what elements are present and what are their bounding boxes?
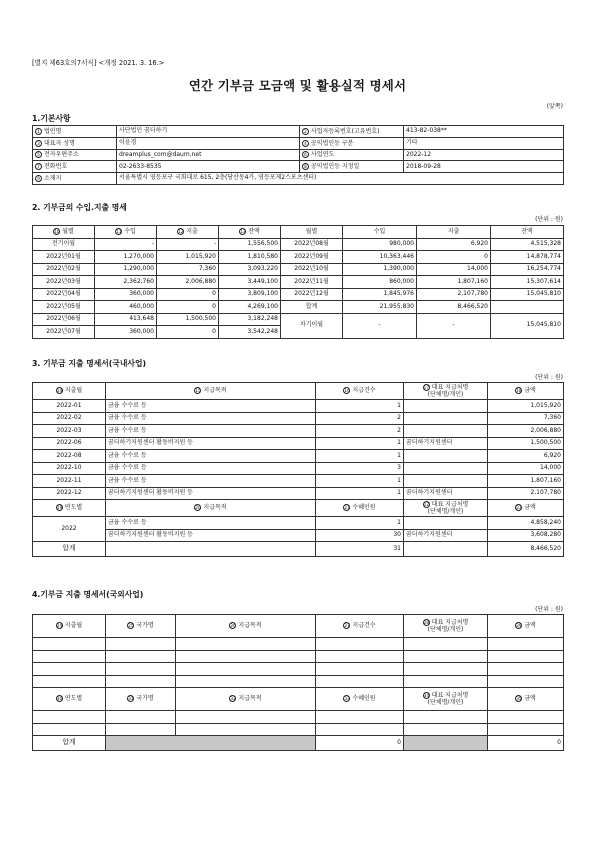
field-label: 법인명: [44, 127, 62, 135]
income-cell: 460,000: [129, 302, 154, 310]
item-number: 1: [35, 128, 42, 135]
section4-unit: (단위 : 원): [535, 606, 563, 613]
total-recipients: 31: [393, 544, 401, 552]
item-number: 14: [56, 388, 63, 394]
purpose-cell: 금융 수수료 등: [108, 464, 147, 472]
table-row: [33, 437, 564, 450]
income-cell: 860,000: [389, 277, 414, 285]
header-purpose: 지급목적: [238, 622, 262, 630]
basic-info-row: [33, 149, 564, 161]
header-month: 지출월: [64, 622, 83, 630]
total-amount: 8,466,520: [530, 544, 561, 552]
section1-title: 1.기본사항: [32, 114, 71, 123]
month-cell: 2022-02: [56, 414, 82, 422]
table-row: [33, 301, 564, 314]
month-cell: 합계: [305, 302, 318, 310]
amount-cell: 6,920: [543, 451, 561, 459]
amount-cell: 2,006,880: [530, 426, 561, 434]
table-row: [33, 462, 564, 475]
table-header-row: [33, 226, 564, 239]
count-cell: 1: [397, 451, 401, 459]
address-row: [33, 173, 564, 185]
income-cell: 2,362,760: [123, 277, 154, 285]
balance-cell: 15,307,614: [526, 277, 561, 285]
header-payee: 대표 지급처명 (단체명/개인): [427, 500, 469, 515]
balance-cell: 14,878,774: [526, 252, 561, 260]
overseas-expense-table: [32, 614, 564, 751]
monthly-income-expense-table: [32, 225, 564, 339]
month-cell: 2022-03: [56, 426, 82, 434]
header-month: 월별: [305, 227, 318, 235]
basic-info-row: [33, 137, 564, 149]
expense-cell: 8,466,520: [457, 302, 488, 310]
header-amount: 금액: [524, 622, 536, 630]
balance-cell: 15,045,810: [526, 290, 561, 298]
table-row: [33, 288, 564, 301]
item-number: 31: [128, 696, 134, 702]
table-row: [33, 529, 564, 542]
amount-cell: 1,015,920: [530, 401, 561, 409]
amount-cell: 1,807,160: [530, 476, 561, 484]
empty-row: [33, 711, 564, 724]
item-number: 23: [516, 505, 522, 511]
header-payee: 대표 지급처명 (단체명/개인): [427, 618, 469, 633]
recipients-cell: 30: [393, 531, 401, 539]
expense-cell: 1,807,160: [457, 277, 488, 285]
item-number: 25: [128, 623, 134, 629]
header-expense: 지출: [447, 227, 460, 235]
carry-balance: 15,045,810: [526, 321, 561, 329]
table-header-row: [33, 688, 564, 711]
field-label: 전화번호: [44, 163, 68, 171]
item-number: 13: [240, 229, 246, 235]
month-cell: 2022년11월: [294, 277, 329, 285]
expense-cell: 14,000: [467, 265, 488, 273]
month-cell: 2022년03월: [46, 277, 81, 285]
header-country: 국가명: [136, 622, 154, 630]
table-row: [33, 412, 564, 425]
header-purpose: 지급목적: [203, 504, 227, 512]
field-label: 대표자 성명: [44, 139, 75, 147]
year-cell: 2022: [61, 524, 77, 532]
balance-cell: 1,556,500: [247, 240, 278, 248]
section3-unit: (단위 : 원): [535, 374, 563, 381]
item-number: 30: [56, 696, 63, 702]
header-amount: 금액: [524, 387, 536, 395]
carry-month: 차기이월: [299, 321, 324, 329]
income-cell: 1,290,000: [123, 265, 154, 273]
address-value: 서울특별시 영등포구 국회대로 615, 2층(당산동4가, 영등포제2스포츠센터): [119, 174, 317, 182]
item-number: 11: [116, 229, 122, 235]
header-purpose: 지급목적: [238, 695, 262, 703]
balance-cell: 3,542,248: [247, 327, 278, 335]
balance-cell: 3,449,100: [247, 277, 278, 285]
income-cell: 360,000: [129, 327, 154, 335]
section3-title: 3. 기부금 지출 명세서(국내사업): [32, 359, 147, 368]
total-label: 합계: [62, 544, 76, 553]
income-cell: 1,270,000: [123, 252, 154, 260]
item-number: 16: [344, 388, 350, 394]
field-value: 2022-12: [406, 150, 432, 158]
item-number: 5: [35, 151, 42, 158]
total-row: [33, 736, 564, 751]
header-balance: 잔액: [521, 227, 533, 235]
table-row: [33, 487, 564, 500]
purpose-cell: 금융 수수료 등: [108, 401, 147, 409]
item-number: 34: [423, 692, 429, 698]
month-cell: 2022년08월: [294, 240, 329, 248]
amount-cell: 3,608,280: [530, 531, 561, 539]
header-count: 지급건수: [352, 387, 376, 395]
count-cell: 2: [397, 426, 401, 434]
item-number: 17: [423, 384, 429, 390]
table-row: [33, 425, 564, 438]
expense-cell: 0: [484, 252, 488, 260]
item-number: 28: [423, 619, 429, 625]
amount-cell: 1,500,500: [530, 439, 561, 447]
month-cell: 2022-06: [56, 439, 82, 447]
header-month: 월별: [62, 228, 74, 236]
field-label: 공익법인등 지정일: [311, 163, 360, 171]
item-number: 33: [344, 696, 350, 702]
income-cell: -: [151, 240, 154, 248]
document-title: 연간 기부금 모금액 및 활용실적 명세서: [188, 78, 407, 93]
field-value: 413-82-038**: [406, 127, 447, 135]
item-number: 7: [35, 163, 42, 170]
header-balance: 잔액: [248, 228, 260, 236]
item-number: 27: [344, 623, 350, 629]
field-label: 사업자등록번호(고유번호): [311, 127, 380, 135]
header-month: 지출월: [64, 387, 83, 395]
table-header-row: [33, 383, 564, 400]
item-number: 10: [54, 229, 60, 235]
purpose-cell: 꿈더하기지원센터 활동비지원 등: [108, 531, 193, 539]
item-number: 21: [344, 505, 350, 511]
item-number: 9: [35, 175, 42, 182]
total-amount: 0: [557, 738, 561, 746]
balance-cell: 3,182,248: [247, 315, 278, 323]
month-cell: 2022년02월: [46, 265, 81, 273]
header-recipients: 수혜인원: [352, 695, 376, 703]
income-cell: 980,000: [389, 240, 414, 248]
header-payee: 대표 지급처명 (단체명/개인): [427, 383, 469, 398]
expense-cell: 0: [212, 290, 216, 298]
section2-unit: (단위 : 원): [535, 216, 563, 223]
field-value: dreamplus_com@daum.net: [119, 150, 202, 158]
income-cell: 21,955,830: [379, 302, 414, 310]
empty-row: [33, 638, 564, 651]
item-number: 2: [302, 128, 309, 135]
count-cell: 1: [397, 476, 401, 484]
item-number: 32: [230, 696, 236, 702]
table-row: [33, 263, 564, 276]
field-label: 공익법인등 구분: [311, 139, 354, 147]
header-year: 연도별: [64, 695, 83, 703]
expense-cell: 1,015,920: [185, 252, 216, 260]
expense-cell: 0: [212, 302, 216, 310]
month-cell: 2022년05월: [46, 302, 81, 310]
empty-row: [33, 723, 564, 736]
month-cell: 2022년06월: [46, 315, 81, 323]
income-cell: 413,648: [129, 315, 154, 323]
amount-cell: 4,858,240: [530, 518, 561, 526]
purpose-cell: 금융 수수료 등: [108, 476, 147, 484]
empty-row: [33, 650, 564, 663]
page-side-label: (앞쪽): [546, 103, 563, 110]
field-label: 사업연도: [311, 151, 335, 159]
header-income: 수입: [124, 228, 136, 236]
month-cell: 2022-08: [56, 451, 82, 459]
payee-cell: 꿈더하기지원센터: [406, 489, 453, 497]
item-number: 4: [302, 140, 309, 147]
header-amount: 금액: [524, 504, 536, 512]
item-number: 8: [302, 163, 309, 170]
empty-row: [33, 663, 564, 676]
field-value: 02-2633-8535: [119, 162, 162, 170]
item-number: 12: [178, 229, 184, 235]
balance-cell: 3,093,220: [247, 265, 278, 273]
count-cell: 1: [397, 489, 401, 497]
field-value: 2018-09-28: [406, 162, 441, 170]
month-cell: 2022-12: [56, 489, 82, 497]
income-cell: 10,363,446: [379, 252, 414, 260]
total-row: [33, 542, 564, 557]
purpose-cell: 금융 수수료 등: [108, 426, 147, 434]
item-number: 6: [302, 151, 309, 158]
count-cell: 1: [397, 439, 401, 447]
month-cell: 2022년01월: [46, 252, 81, 260]
balance-cell: 16,254,774: [526, 265, 561, 273]
amount-cell: 14,000: [540, 464, 561, 472]
empty-row: [33, 675, 564, 688]
total-recipients: 0: [397, 738, 401, 746]
amount-cell: 2,107,780: [530, 489, 561, 497]
month-cell: 2022-01: [56, 401, 82, 409]
carry-expense: -: [452, 321, 455, 329]
purpose-cell: 꿈더하기지원센터 활동비지원 등: [108, 489, 193, 497]
item-number: 15: [195, 388, 201, 394]
expense-cell: 1,500,500: [185, 315, 216, 323]
header-country: 국가명: [136, 695, 154, 703]
count-cell: 3: [397, 464, 401, 472]
table-row: [33, 400, 564, 413]
basic-info-row: [33, 161, 564, 173]
purpose-cell: 금융 수수료 등: [108, 451, 147, 459]
month-cell: 2022년12월: [294, 290, 329, 298]
income-cell: 1,845,976: [383, 290, 414, 298]
expense-cell: 7,360: [198, 265, 216, 273]
item-number: 3: [35, 140, 42, 147]
item-number: 22: [423, 501, 429, 507]
item-number: 18: [516, 388, 522, 394]
income-cell: 360,000: [129, 290, 154, 298]
field-value: 사단법인 꿈더하기: [119, 127, 168, 135]
month-cell: 2022년07월: [46, 327, 81, 335]
table-row: [33, 517, 564, 530]
field-value: 기타: [406, 139, 418, 147]
item-number: 24: [56, 623, 63, 629]
purpose-cell: 금융 수수료 등: [108, 414, 147, 422]
item-number: 29: [516, 623, 522, 629]
table-row: [33, 238, 564, 251]
carry-income: -: [378, 321, 381, 329]
month-cell: 2022-10: [56, 464, 82, 472]
recipients-cell: 1: [397, 518, 401, 526]
balance-cell: 3,809,100: [247, 290, 278, 298]
field-label: 전자우편주소: [44, 151, 79, 159]
item-number: 26: [230, 623, 236, 629]
expense-cell: 2,107,780: [457, 290, 488, 298]
table-row: [33, 313, 564, 326]
table-row: [33, 276, 564, 289]
month-cell: 2022년10월: [294, 265, 329, 273]
header-expense: 지출: [186, 228, 198, 236]
basic-info-table: [32, 125, 564, 185]
header-count: 지급건수: [352, 622, 376, 630]
item-number: 19: [56, 505, 63, 511]
section2-title: 2. 기부금의 수입.지출 명세: [32, 203, 127, 212]
purpose-cell: 금융 수수료 등: [108, 518, 147, 526]
address-label: 소재지: [44, 174, 62, 182]
header-payee: 대표 지급처명 (단체명/개인): [427, 691, 469, 706]
header-purpose: 지급목적: [203, 387, 227, 395]
purpose-cell: 꿈더하기지원센터 활동비지원 등: [108, 439, 193, 447]
payee-cell: 꿈더하기지원센터: [406, 439, 453, 447]
month-cell: 전기이월: [51, 240, 76, 248]
item-number: 35: [516, 696, 522, 702]
balance-cell: 1,810,580: [247, 252, 278, 260]
table-header-row: [33, 615, 564, 638]
field-value: 이윤경: [119, 139, 137, 147]
count-cell: 1: [397, 401, 401, 409]
balance-cell: 4,269,100: [247, 302, 278, 310]
expense-cell: 6,920: [470, 240, 488, 248]
header-income: 수입: [373, 227, 386, 235]
item-number: 20: [195, 505, 201, 511]
month-cell: 2022-11: [56, 476, 82, 484]
basic-info-row: [33, 126, 564, 138]
count-cell: 2: [397, 414, 401, 422]
month-cell: 2022년09월: [294, 252, 329, 260]
header-recipients: 수혜인원: [352, 504, 376, 512]
expense-cell: 2,006,880: [185, 277, 216, 285]
table-header-row: [33, 500, 564, 517]
expense-cell: 0: [212, 327, 216, 335]
table-row: [33, 475, 564, 488]
balance-cell: 4,515,328: [530, 240, 561, 248]
expense-cell: -: [213, 240, 216, 248]
table-row: [33, 251, 564, 264]
header-amount: 금액: [524, 695, 536, 703]
section4-title: 4.기부금 지출 명세서(국외사업): [32, 590, 144, 599]
form-note: [별지 제63호의7서식] <개정 2021. 3. 16.>: [32, 59, 165, 67]
header-year: 연도별: [64, 504, 83, 512]
income-cell: 1,390,000: [383, 265, 414, 273]
total-label: 합계: [62, 738, 76, 747]
month-cell: 2022년04월: [46, 290, 81, 298]
domestic-expense-table: [32, 382, 564, 557]
amount-cell: 7,360: [543, 414, 561, 422]
table-row: [33, 450, 564, 463]
payee-cell: 꿈더하기지원센터: [406, 531, 453, 539]
